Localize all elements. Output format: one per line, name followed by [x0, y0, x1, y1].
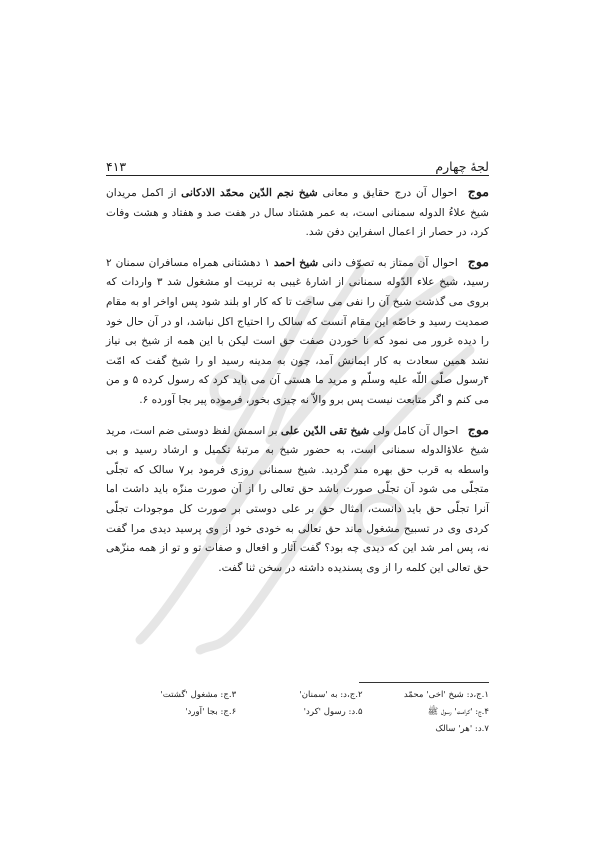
- footnote-4: ۴.ج: 'کرامت' رسول ﷺ: [427, 707, 489, 717]
- footnote-2: ۲.ج،د: به 'سمنان': [299, 690, 363, 700]
- paragraph-intro: احوال آن کامل ولی: [369, 424, 459, 437]
- chapter-title: لجهٔ چهارم: [435, 159, 489, 174]
- footnote-rule: [359, 682, 489, 683]
- footnote-row: [106, 687, 489, 704]
- footnote-row: [106, 704, 489, 721]
- footnote-3: ۳.ج: مشغول 'گشتت': [160, 690, 237, 700]
- mauj-heading: موج: [467, 421, 489, 437]
- person-name: شیخ احمد: [273, 256, 319, 269]
- mauj-heading: موج: [467, 253, 489, 269]
- mauj-heading: موج: [467, 184, 489, 199]
- person-name: شیخ نجم الدّین محمّد الادکانی: [181, 187, 318, 199]
- footnote-7: ۷.د: 'هر' سالک: [435, 724, 489, 734]
- person-name: شیخ تقی الدّین علی: [280, 424, 370, 437]
- page-number: ۴۱۳: [106, 159, 127, 174]
- footnote-6: ۶.ج: بجا 'آورد': [185, 707, 237, 717]
- paragraph-ahmad-dahishtani: [106, 252, 489, 411]
- paragraph-text: از اکمل مریدان شیخ علاءُ الدوله سمنانی است، به عمر هشتاد سال در هفت صد و هفتاد و هشت وفات کرد، در حصار از اعمال اسفراین دفن شد.: [106, 187, 489, 239]
- main-text: [106, 182, 489, 587]
- footnote-5: ۵.د: رسول 'کرد': [303, 707, 363, 717]
- paragraph-text: ۱ دهشتانی همراه مسافران سمنان ۲ رسید، شیخ علاء الدّوله سمنانی از اشارهٔ غیبی به تربیت او مشغول شد ۳ واردات که بروی می گذشت شیخ آن را نفی می ساخت تا که کار او بلند شود پس اواخر او به مقام صمدیت رسید و خاصّه این مقام آنست که سالک را احتیاج اکل نباشد، او در آن حال خود را دیده غرور می نمود که نا خوردن صفت حق است لیکن با این همه از شیخ بی نیاز نشد همین سعادت به کار ایمانش آمد، چون به مدینه رسید او را شیخ گفت که امّت ۴رسول صلّی اللّه علیه وسلّم و مرید ما هستی آن می باید کرد که رسول کرده ۵ و من می کنم و اگر متابعت نیست پس برو والاّ نه چیزی بخور، فرموده پیر بجا آورده ۶.: [106, 256, 489, 406]
- paragraph-taqi-al-din: [106, 420, 489, 579]
- paragraph-najm-al-din: [106, 182, 489, 243]
- footnote-row: [106, 721, 489, 738]
- paragraph-text: بر اسمش لفظ دوستی ضم است، مرید شیخ علاؤالدوله سمنانی است، به حضور شیخ به مرتبهٔ تکمیل و ارشاد رسید و بی واسطه به قرب حق بهره مند گردید. شیخ سمنانی روزی فرمود بر۷ سالک که تجلّی متجلّی می شود آن تجلّی صورت باشد حق تعالی را از آن صورت منزّه باید داشت اما آنرا تجلّی حق باید دانست، امثال حق بر علی دوستی بر صورت کل موجودات تجلّی کردی وی در تسبیح مشغول ماند حق تعالی به خودی خود از وی پرسید دیدی مرا گفت نه، پس امر شد این که دیدی چه بود؟ گفت آثار و افعال و صفات تو و تو از همه منزّهی حق تعالی این کلمه را از وی پسندیده داشته در سخن ثنا گفت.: [105, 424, 489, 574]
- paragraph-intro: احوال آن ممتاز به تصوّف دانی: [318, 256, 458, 269]
- footnote-1: ۱.ج،د: شیخ 'اخی' محمّد: [403, 690, 489, 700]
- running-header: [106, 152, 489, 174]
- header-rule: [106, 175, 489, 176]
- footnotes: [106, 687, 489, 738]
- paragraph-intro: احوال آن درج حقایق و معانی: [317, 187, 458, 199]
